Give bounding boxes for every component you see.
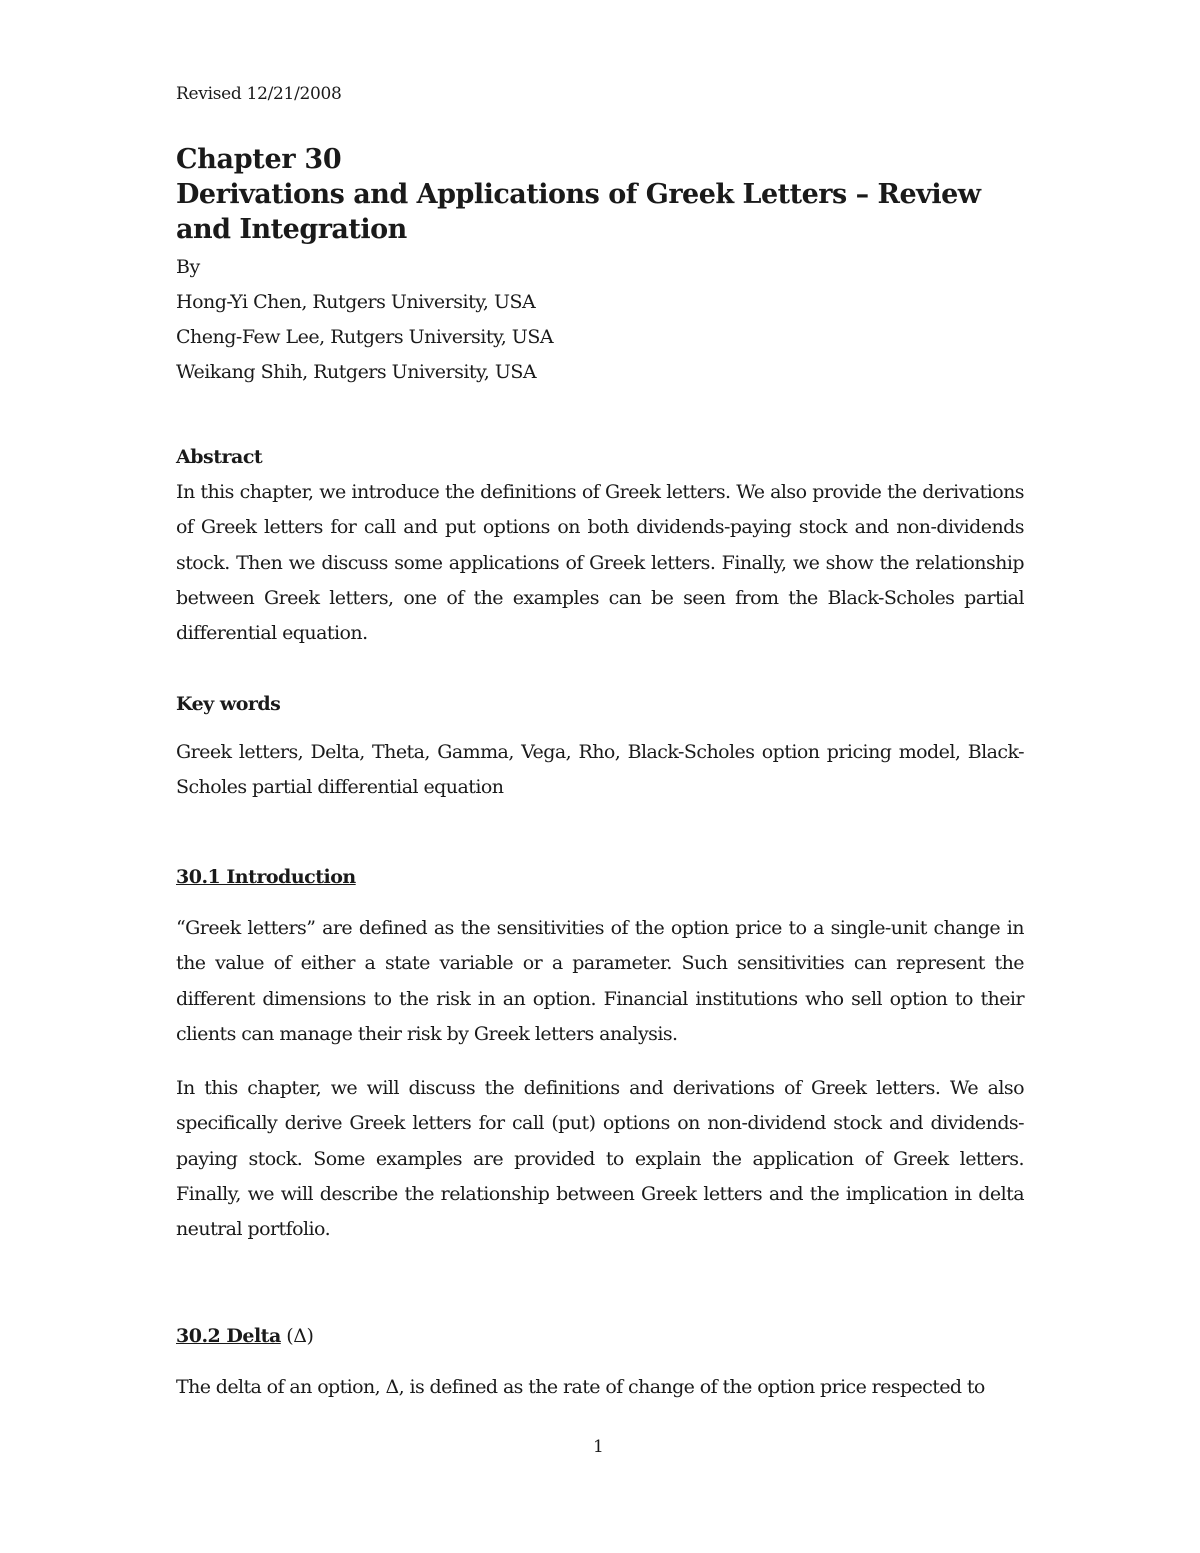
delta-heading [176,1324,313,1348]
chapter-title: Derivations and Applications of Greek Letters – Review and Integration [176,179,981,245]
delta-heading-text: 30.2 Delta [176,1325,281,1347]
keywords-heading: Key words [176,693,281,715]
introduction-heading: 30.1 Introduction [176,866,356,888]
delta-paragraph [176,1370,1024,1405]
author-block [176,250,553,390]
keywords-text: Greek letters, Delta, Theta, Gamma, Vega, Rho, Black-Scholes option pricing model, Black-Scholes partial differential equation [176,741,1024,799]
delta-text-end: , is defined as the rate of change of the option price respected to [398,1376,985,1398]
author-line: Weikang Shih, Rutgers University, USA [176,361,537,383]
author-line: Hong-Yi Chen, Rutgers University, USA [176,291,536,313]
introduction-paragraph: “Greek letters” are defined as the sensitivities of the option price to a single-unit change in the value of either a state variable or a parameter. Such sensitivities can represent the different dimensions to the risk in an option. Financial institutions who sell option to their clients can manage their risk by Greek letters analysis. [176,917,1024,1045]
revision-date: Revised 12/21/2008 [176,84,342,104]
page-number: 1 [593,1437,604,1457]
abstract-heading: Abstract [176,446,263,468]
introduction-paragraph: In this chapter, we will discuss the definitions and derivations of Greek letters. We also specifically derive Greek letters for call (put) options on non-dividend stock and dividends-paying stock. Some examples are provided to explain the application of Greek letters. Finally, we will describe the relationship between Greek letters and the implication in delta neutral portfolio. [176,1077,1024,1241]
delta-text-symbol: Δ [380,1376,399,1398]
by-label: By [176,256,200,278]
chapter-number: Chapter 30 [176,144,342,175]
delta-heading-symbol: (Δ) [280,1325,314,1347]
author-line: Cheng-Few Lee, Rutgers University, USA [176,326,554,348]
abstract-text: In this chapter, we introduce the definitions of Greek letters. We also provide the derivations of Greek letters for call and put options on both dividends-paying stock and non-dividends stock. Then we discuss some applications of Greek letters. Finally, we show the relationship between Greek letters, one of the examples can be seen from the Black-Scholes partial differential equation. [176,481,1024,645]
delta-text-start: The delta of an option, [176,1376,381,1398]
